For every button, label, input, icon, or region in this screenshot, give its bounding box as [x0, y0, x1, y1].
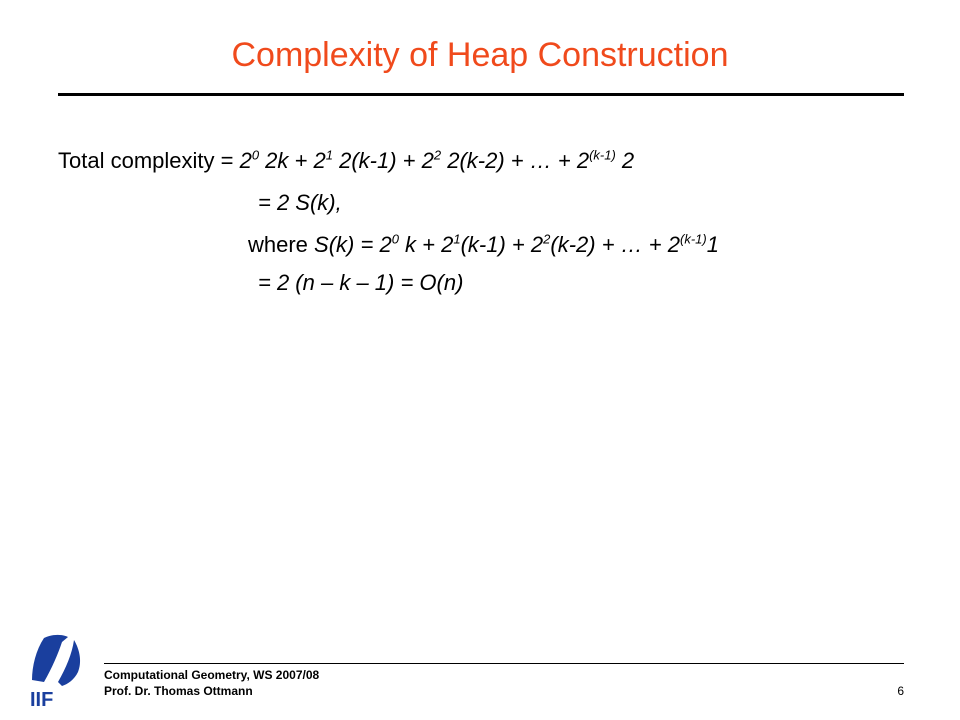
footer-divider	[104, 663, 904, 664]
term-1: $2^0$ 2k +	[239, 147, 314, 173]
equation-line-3	[248, 232, 719, 258]
equation-line-1	[58, 148, 634, 174]
footer-course: Computational Geometry, WS 2007/08	[104, 668, 320, 682]
iif-logo-icon	[22, 632, 92, 710]
term-4: 2$^{(k-1)}$ 2	[576, 147, 635, 173]
title-divider	[58, 93, 904, 96]
term-3: $2^2$ 2(k-2) + … +	[421, 147, 577, 173]
where-label: where	[248, 232, 315, 257]
s-of-k-definition: $S(k) = 2^0$ $k + 2^1(k-1) + 2^2(k-2)$ + … + $2^{(k-1)}1$	[314, 231, 719, 257]
total-complexity-label: Total complexity =	[58, 148, 240, 173]
svg-text:IIF: IIF	[30, 689, 54, 710]
equation-line-4: = 2 (n – k – 1) = O(n)	[258, 270, 464, 295]
page-number: 6	[897, 684, 904, 698]
equation-line-2: = 2 S(k),	[258, 190, 342, 215]
footer-author: Prof. Dr. Thomas Ottmann	[104, 684, 253, 698]
term-2: $2^1$ 2(k-1) +	[313, 147, 422, 173]
slide-title: Complexity of Heap Construction	[231, 36, 729, 74]
